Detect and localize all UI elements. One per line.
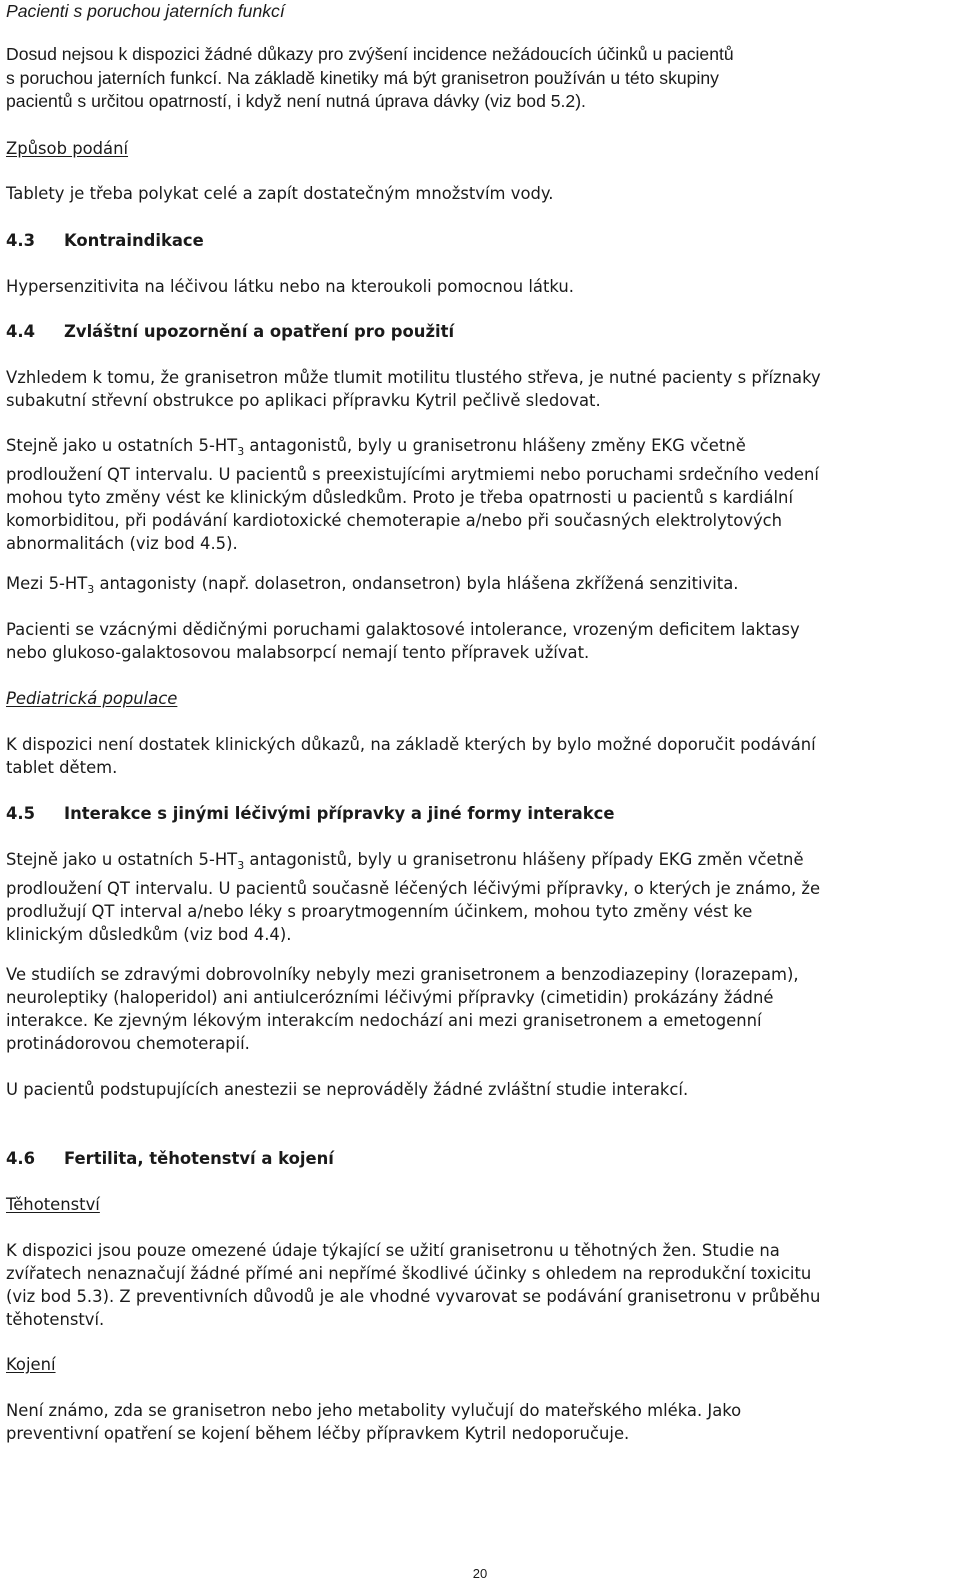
- lactation-heading: Kojení: [6, 1355, 56, 1374]
- subscript: 3: [237, 445, 245, 458]
- section-4-4-heading: [6, 320, 956, 343]
- section-4-3-heading: [6, 229, 956, 252]
- warnings-paragraph-4: Pacienti se vzácnými dědičnými poruchami galaktosové intolerance, vrozeným deficitem laktasy nebo glukoso-galaktosovou malabsorpcí nemají tento přípravek užívat.: [6, 620, 800, 662]
- section-number: 4.4: [6, 322, 36, 341]
- text-run: antagonisty (např. dolasetron, ondansetron) byla hlášena zkřížená senzitivita.: [94, 574, 739, 593]
- administration-paragraph: Tablety je třeba polykat celé a zapít dostatečným množstvím vody.: [6, 184, 554, 203]
- pediatric-heading: Pediatrická populace: [6, 689, 178, 708]
- text-run: Mezi 5-HT: [6, 574, 88, 593]
- pregnancy-heading: Těhotenství: [6, 1195, 100, 1214]
- interactions-paragraph-1: [6, 848, 956, 946]
- section-title: Kontraindikace: [64, 231, 204, 250]
- section-number: 4.6: [6, 1149, 36, 1168]
- section-4-5-heading: [6, 802, 956, 825]
- hepatic-paragraph: Dosud nejsou k dispozici žádné důkazy pro zvýšení incidence nežádoucích účinků u pacientů s poruchou jaterních funkcí. Na základě kinetiky má být granisetron používán u této skupiny pacientů s určitou opatrností, i když není nutná úprava dávky (viz bod 5.2).: [6, 44, 734, 111]
- subscript: 3: [87, 583, 95, 596]
- section-title: Fertilita, těhotenství a kojení: [64, 1149, 334, 1168]
- lactation-paragraph: Není známo, zda se granisetron nebo jeho metabolity vylučují do mateřského mléka. Jako preventivní opatření se kojení během léčby přípravkem Kytril nedoporučuje.: [6, 1401, 742, 1443]
- warnings-paragraph-1: Vzhledem k tomu, že granisetron může tlumit motilitu tlustého střeva, je nutné pacienty s příznaky subakutní střevní obstrukce po aplikaci přípravku Kytril pečlivě sledovat.: [6, 368, 821, 410]
- section-title: Interakce s jinými léčivými přípravky a jiné formy interakce: [64, 804, 615, 823]
- text-run: antagonistů, byly u granisetronu hlášeny změny EKG včetně prodloužení QT intervalu. U pacientů s preexistujícími arytmiemi nebo poruchami srdečního vedení mohou tyto změny vést ke klinickým důsledkům. Proto je třeba opatrnosti u pacientů s kardiální komorbiditou, při podávání kardiotoxické chemoterapie a/nebo při současných elektrolytových abnormalitách (viz bod 4.5).: [6, 436, 819, 553]
- administration-heading: Způsob podání: [6, 139, 129, 158]
- warnings-paragraph-3: [6, 572, 956, 601]
- page-number: 20: [472, 1566, 488, 1581]
- subscript: 3: [237, 859, 245, 872]
- pediatric-paragraph: K dispozici není dostatek klinických důkazů, na základě kterých by bylo možné doporučit podávání tablet dětem.: [6, 735, 816, 777]
- contraindications-paragraph: Hypersenzitivita na léčivou látku nebo na kteroukoli pomocnou látku.: [6, 277, 574, 296]
- section-title: Zvláštní upozornění a opatření pro použití: [64, 322, 455, 341]
- section-4-6-heading: [6, 1147, 956, 1170]
- pregnancy-paragraph: K dispozici jsou pouze omezené údaje týkající se užití granisetronu u těhotných žen. Studie na zvířatech nenaznačují žádné přímé ani nepřímé škodlivé účinky s ohledem na reprodukční toxicitu (viz bod 5.3). Z preventivních důvodů je ale vhodné vyvarovat se podávání granisetronu v průběhu těhotenství.: [6, 1241, 821, 1329]
- section-number: 4.3: [6, 231, 36, 250]
- text-run: antagonistů, byly u granisetronu hlášeny případy EKG změn včetně prodloužení QT intervalu. U pacientů současně léčených léčivými přípravky, o kterých je známo, že prodlužují QT interval a/nebo léky s proarytmogenním účinkem, mohou tyto změny vést ke klinickým důsledkům (viz bod 4.4).: [6, 850, 821, 944]
- hepatic-heading: Pacienti s poruchou jaterních funkcí: [6, 1, 285, 21]
- text-run: Stejně jako u ostatních 5-HT: [6, 850, 238, 869]
- warnings-paragraph-2: [6, 434, 956, 555]
- text-run: Stejně jako u ostatních 5-HT: [6, 436, 238, 455]
- section-number: 4.5: [6, 804, 36, 823]
- interactions-paragraph-3: U pacientů podstupujících anestezii se neprováděly žádné zvláštní studie interakcí.: [6, 1080, 689, 1099]
- interactions-paragraph-2: Ve studiích se zdravými dobrovolníky nebyly mezi granisetronem a benzodiazepiny (lorazepam), neuroleptiky (haloperidol) ani antiulcerózními léčivými přípravky (cimetidin) prokázány žádné interakce. Ke zjevným lékovým interakcím nedochází ani mezi granisetronem a emetogenní protinádorovou chemoterapií.: [6, 965, 799, 1053]
